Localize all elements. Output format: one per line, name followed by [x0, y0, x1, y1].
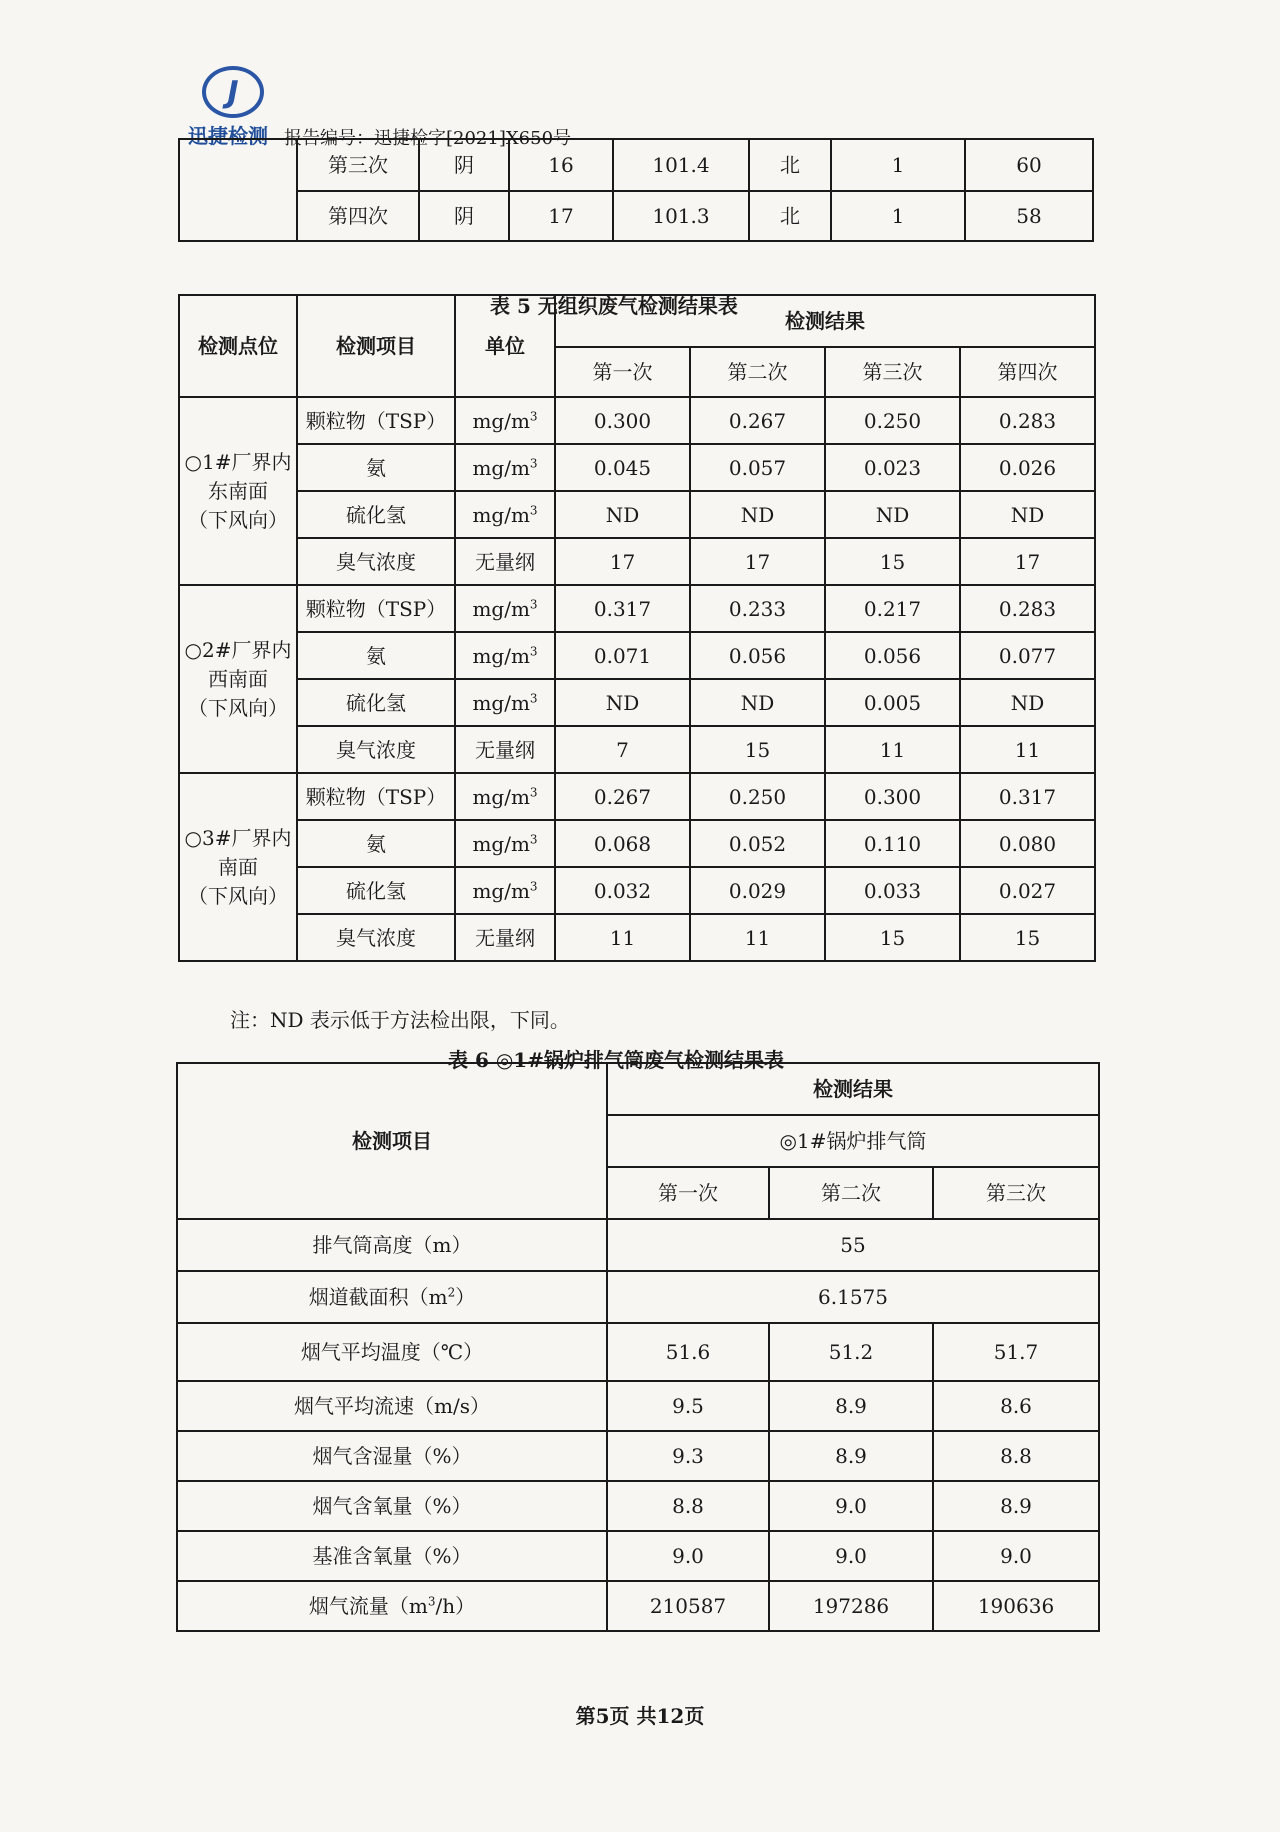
value-cell: 0.052: [690, 820, 825, 867]
round-header: 第四次: [960, 347, 1095, 397]
merged-value: 6.1575: [607, 1271, 1099, 1323]
value-cell: 0.068: [555, 820, 690, 867]
results-header: 检测结果: [555, 295, 1095, 347]
round-header: 第二次: [769, 1167, 933, 1219]
table-row: [179, 397, 1095, 444]
value-cell: ND: [555, 679, 690, 726]
empty-merged-cell: [179, 139, 297, 241]
table-row: [179, 726, 1095, 773]
table5-note: 注：ND 表示低于方法检出限，下同。: [230, 1008, 570, 1032]
wind-dir-cell: 北: [749, 139, 831, 191]
unit-cell: 无量纲: [455, 914, 555, 961]
item-cell: 硫化氢: [297, 867, 455, 914]
point-line: ○1#厂界内: [184, 449, 292, 474]
value-cell: 0.032: [555, 867, 690, 914]
report-number: 报告编号：迅捷检字[2021]X650号: [284, 128, 572, 149]
pressure-cell: 101.4: [613, 139, 749, 191]
wind-speed-cell: 1: [831, 139, 965, 191]
table-row: [179, 632, 1095, 679]
table-row: [177, 1323, 1099, 1381]
unit-cell: $mg/m^3$: [455, 444, 555, 491]
pressure-cell: 101.3: [613, 191, 749, 241]
point-line: ○3#厂界内: [184, 825, 292, 850]
value-cell: 9.0: [769, 1531, 933, 1581]
weather-cell: 阴: [419, 139, 509, 191]
row-label: 烟气平均流速（m/s）: [177, 1381, 607, 1431]
value-cell: 8.8: [607, 1481, 769, 1531]
value-cell: 0.023: [825, 444, 960, 491]
table-row: [177, 1219, 1099, 1271]
value-cell: 0.005: [825, 679, 960, 726]
value-cell: 0.110: [825, 820, 960, 867]
value-cell: 8.9: [769, 1431, 933, 1481]
logo-mark-icon: J: [202, 66, 264, 118]
row-label: 基准含氧量（%）: [177, 1531, 607, 1581]
item-cell: 硫化氢: [297, 491, 455, 538]
table-row: [179, 191, 1093, 241]
point-line: （下风向）: [188, 695, 288, 720]
value-cell: 210587: [607, 1581, 769, 1631]
table6-body: [177, 1323, 1099, 1631]
value-cell: 0.317: [555, 585, 690, 632]
value-cell: 8.8: [933, 1431, 1099, 1481]
item-cell: 硫化氢: [297, 679, 455, 726]
value-cell: 0.077: [960, 632, 1095, 679]
value-cell: 0.056: [690, 632, 825, 679]
table-row: [177, 1581, 1099, 1631]
point-cell: [179, 397, 297, 585]
value-cell: 9.0: [769, 1481, 933, 1531]
point-line: （下风向）: [188, 507, 288, 532]
value-cell: 8.6: [933, 1381, 1099, 1431]
table-row: [177, 1271, 1099, 1323]
value-cell: 17: [960, 538, 1095, 585]
weather-continuation-table: [178, 138, 1094, 242]
value-cell: 51.2: [769, 1323, 933, 1381]
unit-cell: $mg/m^3$: [455, 867, 555, 914]
company-logo: [188, 62, 282, 146]
value-cell: 17: [555, 538, 690, 585]
item-cell: 颗粒物（TSP）: [297, 585, 455, 632]
value-cell: 0.267: [690, 397, 825, 444]
table-row: [177, 1481, 1099, 1531]
item-cell: 氨: [297, 820, 455, 867]
humidity-cell: 58: [965, 191, 1093, 241]
table-row: [179, 444, 1095, 491]
value-cell: 9.5: [607, 1381, 769, 1431]
value-cell: 0.217: [825, 585, 960, 632]
value-cell: 9.0: [933, 1531, 1099, 1581]
item-cell: 臭气浓度: [297, 914, 455, 961]
page-footer: 第5页 共12页: [575, 1704, 705, 1728]
value-cell: ND: [555, 491, 690, 538]
value-cell: 15: [690, 726, 825, 773]
item-cell: 氨: [297, 632, 455, 679]
value-cell: 0.033: [825, 867, 960, 914]
row-label: 烟气流量$(m^3/h)$: [177, 1581, 607, 1631]
value-cell: ND: [690, 491, 825, 538]
period-cell: 第四次: [297, 191, 419, 241]
table-row: [177, 1531, 1099, 1581]
table-header-row: [179, 295, 1095, 347]
table-row: [179, 585, 1095, 632]
value-cell: ND: [825, 491, 960, 538]
unit-cell: $mg/m^3$: [455, 773, 555, 820]
value-cell: 17: [690, 538, 825, 585]
row-label: 烟气含氧量（%）: [177, 1481, 607, 1531]
value-cell: 15: [825, 914, 960, 961]
item-header: 检测项目: [297, 295, 455, 397]
point-cell: [179, 773, 297, 961]
row-label: 烟气含湿量（%）: [177, 1431, 607, 1481]
round-header: 第二次: [690, 347, 825, 397]
value-cell: 7: [555, 726, 690, 773]
value-cell: 15: [825, 538, 960, 585]
merged-value: 55: [607, 1219, 1099, 1271]
unit-cell: 无量纲: [455, 538, 555, 585]
value-cell: 0.283: [960, 585, 1095, 632]
value-cell: 0.080: [960, 820, 1095, 867]
round-header: 第三次: [825, 347, 960, 397]
table-row: [179, 867, 1095, 914]
value-cell: ND: [690, 679, 825, 726]
unit-header: 单位: [455, 295, 555, 397]
value-cell: 51.7: [933, 1323, 1099, 1381]
results-header: 检测结果: [607, 1063, 1099, 1115]
value-cell: 197286: [769, 1581, 933, 1631]
table5-caption: 表 5 无组织废气检测结果表: [490, 294, 738, 318]
value-cell: 0.057: [690, 444, 825, 491]
point-line: 南面: [218, 854, 258, 879]
value-cell: 11: [960, 726, 1095, 773]
value-cell: 0.317: [960, 773, 1095, 820]
value-cell: 9.3: [607, 1431, 769, 1481]
table-row: [179, 679, 1095, 726]
value-cell: 0.300: [825, 773, 960, 820]
humidity-cell: 60: [965, 139, 1093, 191]
value-cell: 0.029: [690, 867, 825, 914]
row-label: 烟气平均温度（℃）: [177, 1323, 607, 1381]
point-header: 检测点位: [179, 295, 297, 397]
item-header: 检测项目: [177, 1063, 607, 1219]
value-cell: 11: [555, 914, 690, 961]
item-cell: 颗粒物（TSP）: [297, 773, 455, 820]
value-cell: 0.045: [555, 444, 690, 491]
value-cell: 8.9: [769, 1381, 933, 1431]
wind-dir-cell: 北: [749, 191, 831, 241]
point-line: 东南面: [208, 478, 268, 503]
value-cell: 0.283: [960, 397, 1095, 444]
value-cell: 0.027: [960, 867, 1095, 914]
table6-caption: 表 6 ◎1#锅炉排气筒废气检测结果表: [448, 1048, 784, 1072]
table-row: [177, 1431, 1099, 1481]
temp-cell: 17: [509, 191, 613, 241]
wind-speed-cell: 1: [831, 191, 965, 241]
unit-cell: 无量纲: [455, 726, 555, 773]
value-cell: 0.300: [555, 397, 690, 444]
value-cell: 0.250: [690, 773, 825, 820]
unit-cell: $mg/m^3$: [455, 820, 555, 867]
round-header: 第三次: [933, 1167, 1099, 1219]
temp-cell: 16: [509, 139, 613, 191]
value-cell: 51.6: [607, 1323, 769, 1381]
point-line: 西南面: [208, 666, 268, 691]
value-cell: 9.0: [607, 1531, 769, 1581]
item-cell: 臭气浓度: [297, 726, 455, 773]
table5-body: [179, 397, 1095, 961]
point-cell: [179, 585, 297, 773]
source-header: ◎1#锅炉排气筒: [607, 1115, 1099, 1167]
value-cell: ND: [960, 491, 1095, 538]
row-label: 烟道截面积$(m^2)$: [177, 1271, 607, 1323]
unit-cell: $mg/m^3$: [455, 632, 555, 679]
value-cell: 0.233: [690, 585, 825, 632]
value-cell: 8.9: [933, 1481, 1099, 1531]
table-row: [179, 538, 1095, 585]
point-line: （下风向）: [188, 883, 288, 908]
round-header: 第一次: [555, 347, 690, 397]
table5: [178, 294, 1096, 962]
value-cell: 11: [825, 726, 960, 773]
round-header: 第一次: [607, 1167, 769, 1219]
table-row: [179, 914, 1095, 961]
table-header-row: [177, 1063, 1099, 1115]
value-cell: 190636: [933, 1581, 1099, 1631]
point-line: ○2#厂界内: [184, 637, 292, 662]
unit-cell: $mg/m^3$: [455, 679, 555, 726]
table-row: [179, 491, 1095, 538]
value-cell: 0.056: [825, 632, 960, 679]
table-row: [179, 139, 1093, 191]
value-cell: 15: [960, 914, 1095, 961]
unit-cell: $mg/m^3$: [455, 585, 555, 632]
value-cell: 0.026: [960, 444, 1095, 491]
table-row: [177, 1381, 1099, 1431]
value-cell: ND: [960, 679, 1095, 726]
logo-text: 迅捷检测: [188, 124, 268, 148]
value-cell: 0.250: [825, 397, 960, 444]
item-cell: 臭气浓度: [297, 538, 455, 585]
unit-cell: $mg/m^3$: [455, 491, 555, 538]
value-cell: 0.267: [555, 773, 690, 820]
row-label: 排气筒高度（m）: [177, 1219, 607, 1271]
period-cell: 第三次: [297, 139, 419, 191]
weather-cell: 阴: [419, 191, 509, 241]
unit-cell: $mg/m^3$: [455, 397, 555, 444]
table-row: [179, 773, 1095, 820]
item-cell: 氨: [297, 444, 455, 491]
table6: [176, 1062, 1100, 1632]
value-cell: 11: [690, 914, 825, 961]
table-row: [179, 820, 1095, 867]
item-cell: 颗粒物（TSP）: [297, 397, 455, 444]
value-cell: 0.071: [555, 632, 690, 679]
